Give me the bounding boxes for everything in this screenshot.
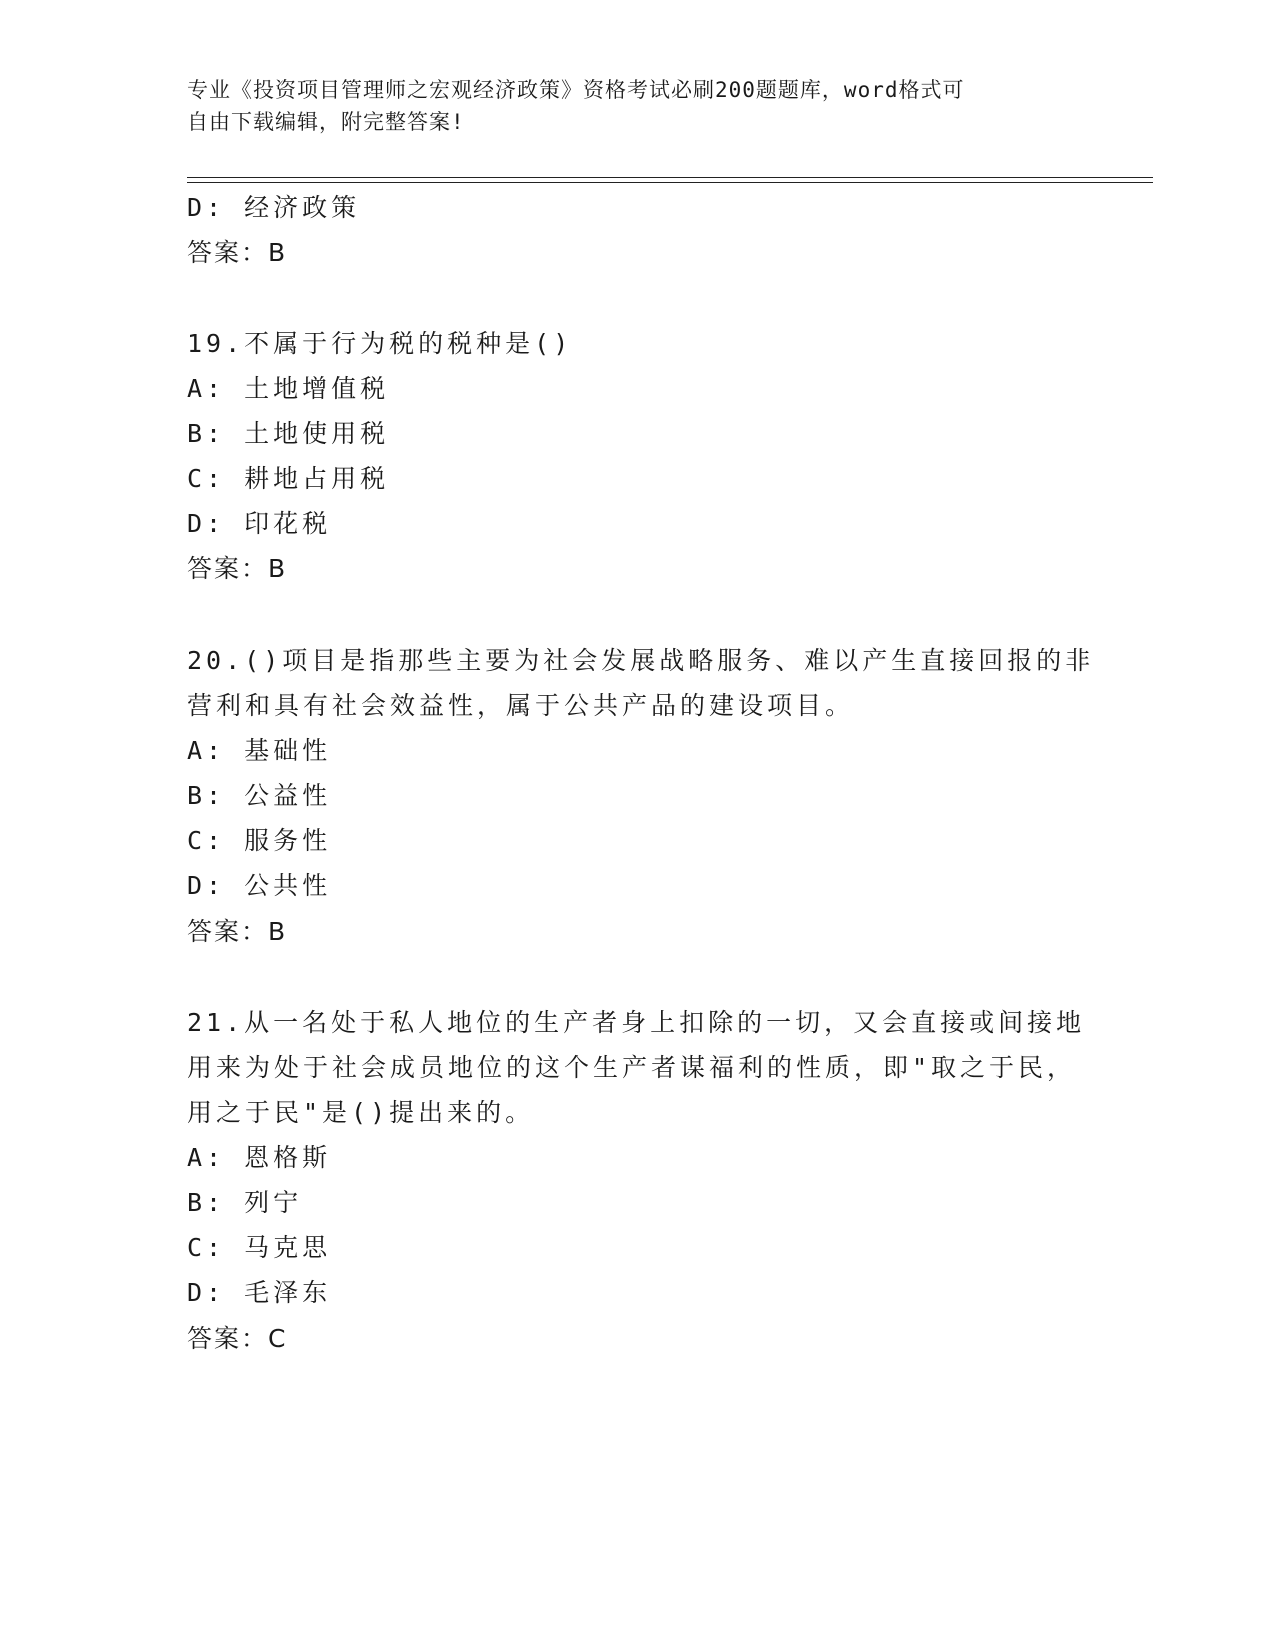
question-20-option-d: D: 公共性 [187, 871, 332, 900]
question-20-stem-line-2: 营利和具有社会效益性，属于公共产品的建设项目。 [187, 691, 855, 720]
question-21-option-d: D: 毛泽东 [187, 1278, 332, 1307]
question-20-answer: 答案：B [187, 917, 288, 946]
question-19-option-c: C: 耕地占用税 [187, 464, 390, 493]
question-21-answer: 答案：C [187, 1324, 288, 1353]
question-20-option-c: C: 服务性 [187, 826, 332, 855]
question-19-answer: 答案：B [187, 554, 288, 583]
question-21-option-a: A: 恩格斯 [187, 1143, 332, 1172]
question-21-stem-line-1: 21.从一名处于私人地位的生产者身上扣除的一切，又会直接或间接地 [187, 1008, 1086, 1037]
header-rule-top [187, 177, 1153, 178]
document-header [187, 74, 1067, 138]
question-21-option-c: C: 马克思 [187, 1233, 332, 1262]
question-19-stem: 19.不属于行为税的税种是() [187, 329, 573, 358]
question-21-option-b: B: 列宁 [187, 1188, 303, 1217]
question-19-option-d: D: 印花税 [187, 509, 332, 538]
question-20-option-a: A: 基础性 [187, 736, 332, 765]
header-line-1: 专业《投资项目管理师之宏观经济政策》资格考试必刷200题题库，word格式可 [187, 78, 965, 102]
question-21-stem-line-3: 用之于民"是()提出来的。 [187, 1098, 535, 1127]
header-line-2: 自由下载编辑，附完整答案! [187, 110, 465, 134]
prev-answer: 答案：B [187, 238, 288, 267]
prev-option-d: D: 经济政策 [187, 193, 361, 222]
question-19-option-a: A: 土地增值税 [187, 374, 390, 403]
question-20-stem-line-1: 20.()项目是指那些主要为社会发展战略服务、难以产生直接回报的非 [187, 646, 1095, 675]
header-rule-bottom [187, 182, 1153, 183]
question-20-option-b: B: 公益性 [187, 781, 332, 810]
question-21-stem-line-2: 用来为处于社会成员地位的这个生产者谋福利的性质，即"取之于民， [187, 1053, 1077, 1082]
question-19-option-b: B: 土地使用税 [187, 419, 390, 448]
